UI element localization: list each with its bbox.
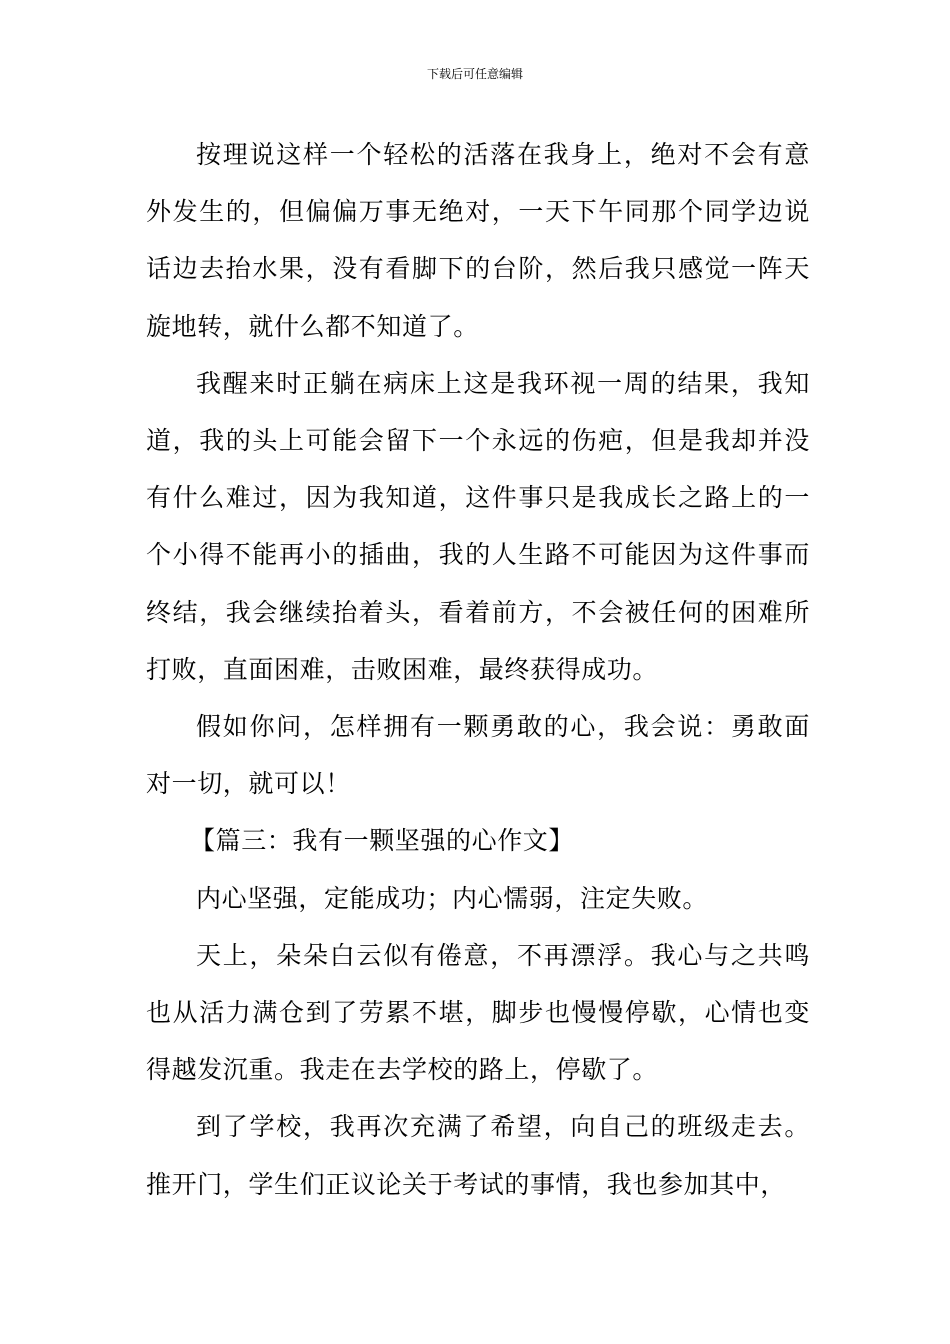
paragraph: 内心坚强，定能成功；内心懦弱，注定失败。 bbox=[196, 883, 709, 913]
paragraph: 按理说这样一个轻松的活落在我身上，绝对不会有意外发生的，但偏偏万事无绝对，一天下午同那个同学边说话边去抬水果，没有看脚下的台阶，然后我只感觉一阵天旋地转，就什么都不知道了。 bbox=[146, 140, 810, 341]
paragraph: 天上，朵朵白云似有倦意，不再漂浮。我心与之共鸣也从活力满仓到了劳累不堪，脚步也慢慢停歇，心情也变得越发沉重。我走在去学校的路上，停歇了。 bbox=[146, 940, 810, 1085]
section-heading: 【篇三：我有一颗坚强的心作文】 bbox=[190, 826, 575, 856]
page-header: 下载后可任意编辑 bbox=[426, 67, 523, 81]
paragraph: 假如你问，怎样拥有一颗勇敢的心，我会说：勇敢面对一切，就可以！ bbox=[146, 712, 810, 799]
paragraph: 我醒来时正躺在病床上这是我环视一周的结果，我知道，我的头上可能会留下一个永远的伤疤，但是我却并没有什么难过，因为我知道，这件事只是我成长之路上的一个小得不能再小的插曲，我的人生路不可能因为这件事而终结，我会继续抬着头，看着前方，不会被任何的困难所打败，直面困难，击败困难，最终获得成功。 bbox=[146, 368, 810, 684]
document-body bbox=[146, 126, 810, 1213]
paragraph: 到了学校，我再次充满了希望，向自己的班级走去。推开门，学生们正议论关于考试的事情，我也参加其中， bbox=[146, 1112, 810, 1199]
